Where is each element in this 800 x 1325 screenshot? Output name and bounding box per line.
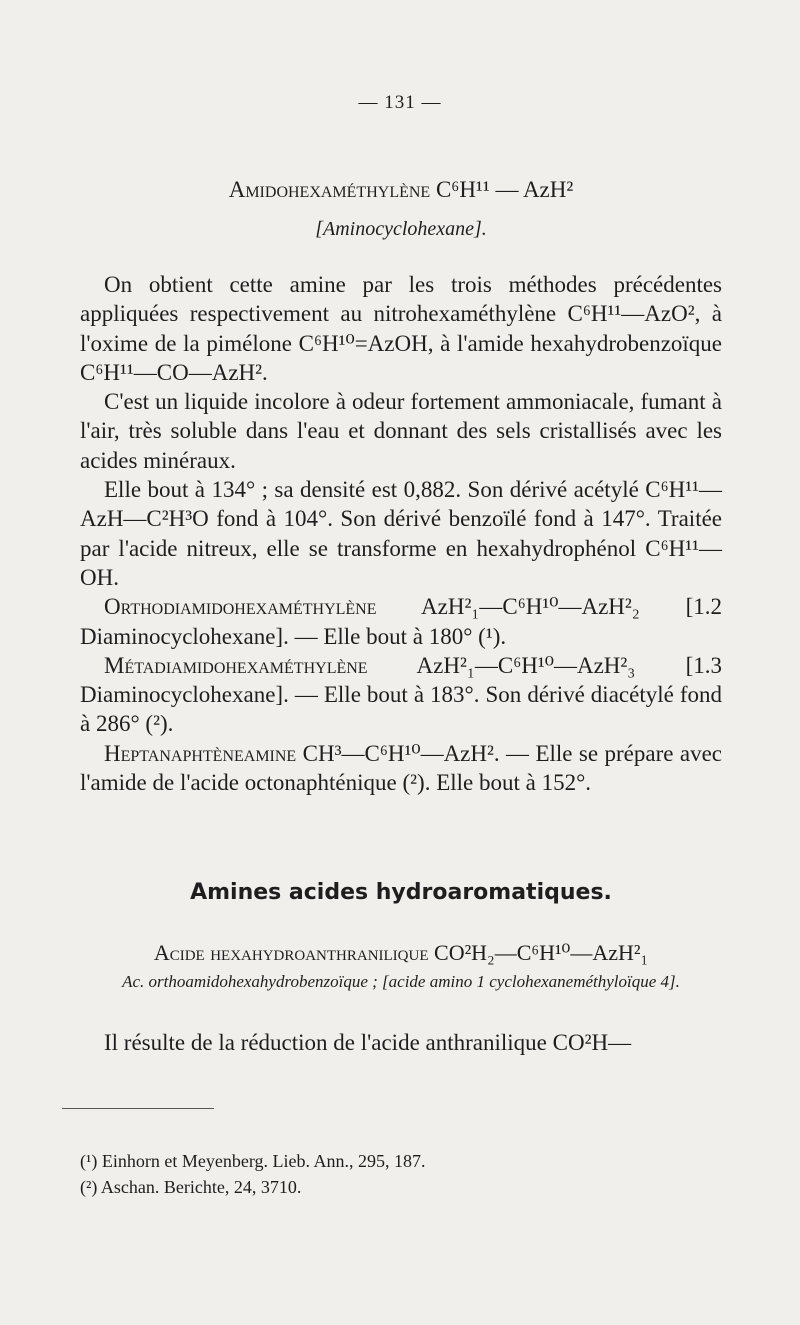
paragraph: C'est un liquide incolore à odeur fortement ammoniacale, fumant à l'air, très soluble dans l'eau et donnant des sels cristallisés avec les acides minéraux. [80, 389, 722, 473]
paragraph: On obtient cette amine par les trois méthodes précédentes appliquées respectivement au nitrohexaméthylène C⁶H¹¹—AzO², à l'oxime de la pimélone C⁶H¹⁰=AzOH, à l'amide hexahydrobenzoïque C⁶H¹¹—CO—AzH². [80, 272, 722, 385]
compound-synonym: [Aminocyclohexane]. [315, 218, 487, 240]
compound-name: Amidohexaméthylène [228, 177, 431, 202]
paragraph: Elle bout à 134° ; sa densité est 0,882. Son dérivé acétylé C⁶H¹¹—AzH—C²H³O fond à 104°. Son dérivé benzoïlé fond à 147°. Traitée par l'acide nitreux, elle se transforme en hexahydrophénol C⁶H¹¹—OH. [80, 477, 722, 590]
entry-meta [80, 651, 722, 739]
entry-heptanaphtene [80, 739, 722, 798]
page-number: — 131 — [358, 92, 442, 113]
entry-text: AzH²₁—C⁶H¹⁰—AzH²₂ [1.2 Diaminocyclohexane]. — Elle bout à 180° (¹). [80, 594, 722, 649]
entry-name: Heptanaphtèneamine [104, 740, 297, 766]
entry-text: CH³—C⁶H¹⁰—AzH². — Elle se prépare avec l'amide de l'acide octonaphténique (²). Elle bout à 152°. [80, 740, 722, 796]
section-heading: Amines acides hydroaromatiques. [190, 880, 612, 905]
entry-text: AzH²₁—C⁶H¹⁰—AzH²₃ [1.3 Diaminocyclohexane]. — Elle bout à 183°. Son dérivé diacétylé fond à 286° (²). [80, 652, 722, 737]
footnote: (²) Aschan. Berichte, 24, 3710. [80, 1177, 302, 1197]
footnote: (¹) Einhorn et Meyenberg. Lieb. Ann., 295, 187. [80, 1151, 426, 1171]
acid-name: Acide hexahydroanthranilique [153, 940, 429, 965]
entry-ortho [80, 592, 722, 651]
acid-synonym: Ac. orthoamidohexahydrobenzoïque ; [acide amino 1 cyclohexaneméthyloïque 4]. [122, 972, 680, 991]
acid-formula: CO²H₂—C⁶H¹⁰—AzH²₁ [428, 940, 649, 965]
footnotes [80, 1148, 722, 1200]
compound-heading [80, 177, 722, 203]
entry-name: Métadiamidohexaméthylène [104, 652, 368, 678]
compound-formula: C⁶H¹¹ — AzH² [435, 177, 574, 202]
entry-name: Orthodiamidohexaméthylène [104, 594, 377, 620]
footnote-divider [62, 1108, 214, 1109]
acid-heading [80, 940, 722, 966]
main-text [80, 270, 722, 797]
paragraph: Il résulte de la réduction de l'acide anthranilique CO²H— [104, 1030, 632, 1055]
